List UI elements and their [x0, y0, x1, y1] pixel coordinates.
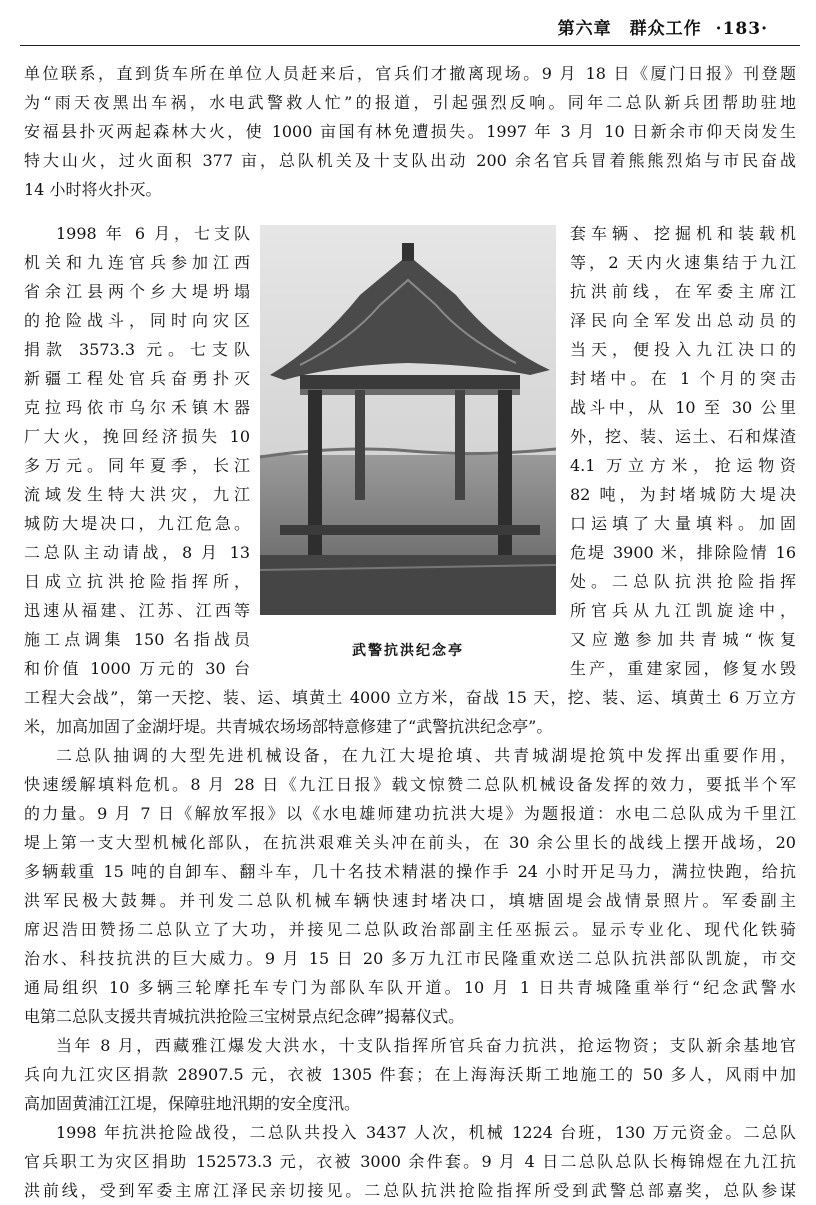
text-line: 电第二总队支援共青城抗洪抢险三宝树景点纪念碑”揭幕仪式。 [24, 1007, 465, 1026]
text-line: 当天，便投入九江决口的 [570, 340, 796, 359]
text-line: 抗洪前线，在军委主席江 [570, 282, 796, 301]
text-line: 为“雨天夜黑出车祸，水电武警救人忙”的报道，引起强烈反响。同年二总队新兵团帮助驻地 [24, 93, 796, 112]
text-line: 迅速从福建、江苏、江西等 [24, 601, 250, 620]
text-line: 处。二总队抗洪抢险指挥 [570, 572, 796, 591]
text-line: 危堤 3900 米，排除险情 16 [570, 543, 796, 562]
text-line: 堤上第一支大型机械化部队，在抗洪艰难关头冲在前头，在 30 余公里长的战线上摆开战场，20 [24, 833, 796, 852]
photo-caption: 武警抗洪纪念亭 [352, 643, 464, 659]
text-line: 洪前线，受到军委主席江泽民亲切接见。二总队抗洪抢险指挥所受到武警总部嘉奖，总队参谋 [24, 1181, 796, 1200]
text-line: 高加固黄浦江江堤，保障驻地汛期的安全度汛。 [24, 1094, 361, 1113]
memorial-pavilion-photo [260, 225, 556, 615]
text-line: 所官兵从九江凯旋途中， [570, 601, 796, 620]
chapter-title: 第六章 群众工作 [557, 19, 702, 39]
text-line: 官兵职工为灾区捐助 152573.3 元，衣被 3000 余件套。9 月 4 日二总队总队长梅锦煜在九江抗 [24, 1152, 796, 1171]
text-line: 多万元。同年夏季，长江 [24, 456, 250, 475]
text-line: 14 小时将火扑灭。 [24, 180, 162, 199]
text-line: 施工点调集 150 名指战员 [24, 630, 250, 649]
text-line: 的抢险战斗，同时向灾区 [24, 311, 250, 330]
text-line: 等，2 天内火速集结于九江 [570, 253, 796, 272]
text-line: 二总队主动请战，8 月 13 [24, 543, 250, 562]
text-line: 外，挖、装、运土、石和煤渣 [570, 427, 796, 446]
text-line: 捐款 3573.3 元。七支队 [24, 340, 250, 359]
paragraph-2 [24, 741, 796, 1031]
paragraph-1 [24, 59, 796, 204]
text-line: 又应邀参加共青城“恢复 [570, 630, 796, 649]
text-line: 套车辆、挖掘机和装载机 [570, 224, 796, 243]
text-line: 多辆载重 15 吨的自卸车、翻斗车，几十名技术精湛的操作手 24 小时开足马力，满拉快跑，给抗 [24, 862, 796, 881]
text-line: 克拉玛依市乌尔禾镇木器 [24, 398, 250, 417]
text-line: 单位联系，直到货车所在单位人员赶来后，官兵们才撤离现场。9 月 18 日《厦门日报》刊登题 [24, 64, 796, 83]
running-header [558, 14, 768, 39]
text-line: 米，加高加固了金湖圩堤。共青城农场场部特意修建了“武警抗洪纪念亭”。 [24, 717, 553, 736]
text-line: 兵向九江灾区捐款 28907.5 元，衣被 1305 件套；在上海海沃斯工地施工的 50 多人，风雨中加 [24, 1065, 796, 1084]
text-line: 1998 年抗洪抢险战役，二总队共投入 3437 人次，机械 1224 台班，130 万元资金。二总队 [56, 1123, 796, 1142]
text-line: 1998 年 6 月，七支队 [56, 224, 250, 243]
text-line: 治水、科技抗洪的巨大威力。9 月 15 日 20 多万九江市民隆重欢送二总队抗洪部队凯旋，市交 [24, 949, 796, 968]
text-line: 泽民向全军发出总动员的 [570, 311, 796, 330]
text-line: 生产，重建家园，修复水毁 [570, 659, 796, 678]
text-line: 新疆工程处官兵奋勇扑灭 [24, 369, 250, 388]
left-column [24, 219, 250, 683]
text-line: 洪军民极大鼓舞。并刊发二总队机械车辆快速封堵决口，填塘固堤会战情景照片。军委副主 [24, 891, 796, 910]
text-line: 厂大火，挽回经济损失 10 [24, 427, 250, 446]
text-line: 口运填了大量填料。加固 [570, 514, 796, 533]
text-line: 和价值 1000 万元的 30 台 [24, 659, 250, 678]
paragraph-3 [24, 1031, 796, 1118]
text-line: 4.1 万立方米，抢运物资 [570, 456, 796, 475]
text-line: 快速缓解填料危机。8 月 28 日《九江日报》载文惊赞二总队机械设备发挥的效力，要抵半个军 [24, 775, 796, 794]
text-line: 通局组织 10 多辆三轮摩托车专门为部队车队开道。10 月 1 日共青城隆重举行“纪念武警水 [24, 978, 796, 997]
text-line: 工程大会战”，第一天挖、装、运、填黄土 4000 立方米，奋战 15 天，挖、装、运、填黄土 6 万立方 [24, 688, 796, 707]
right-column [570, 219, 796, 683]
text-line: 城防大堤决口，九江危急。 [24, 514, 250, 533]
text-line: 特大山火，过火面积 377 亩，总队机关及十支队出动 200 余名官兵冒着熊熊烈焰与市民奋战 [24, 151, 796, 170]
text-line: 日成立抗洪抢险指挥所， [24, 572, 250, 591]
text-line: 安福县扑灭两起森林大火，使 1000 亩国有林免遭损失。1997 年 3 月 10 日新余市仰天岗发生 [24, 122, 796, 141]
text-line: 省余江县两个乡大堤坍塌 [24, 282, 250, 301]
paragraph-continuation [24, 683, 796, 741]
paragraph-4 [24, 1118, 796, 1205]
text-line: 的力量。9 月 7 日《解放军报》以《水电雄师建功抗洪大堤》为题报道：水电二总队成为千里江 [24, 804, 796, 823]
text-line: 席迟浩田赞扬二总队立了大功，并接见二总队政治部副主任巫振云。显示专业化、现代化铁骑 [24, 920, 796, 939]
text-line: 战斗中，从 10 至 30 公里 [570, 398, 796, 417]
text-line: 82 吨，为封堵城防大堤决 [570, 485, 796, 504]
page-number: ·183· [715, 19, 768, 39]
text-line: 机关和九连官兵参加江西 [24, 253, 250, 272]
text-line: 二总队抽调的大型先进机械设备，在九江大堤抢填、共青城湖堤抢筑中发挥出重要作用， [56, 746, 796, 765]
header-rule [20, 45, 800, 46]
text-line: 流域发生特大洪灾，九江 [24, 485, 250, 504]
text-line: 封堵中。在 1 个月的突击 [570, 369, 796, 388]
text-line: 当年 8 月，西藏雅江爆发大洪水，十支队指挥所官兵奋力抗洪，抢运物资；支队新余基地官 [56, 1036, 796, 1055]
